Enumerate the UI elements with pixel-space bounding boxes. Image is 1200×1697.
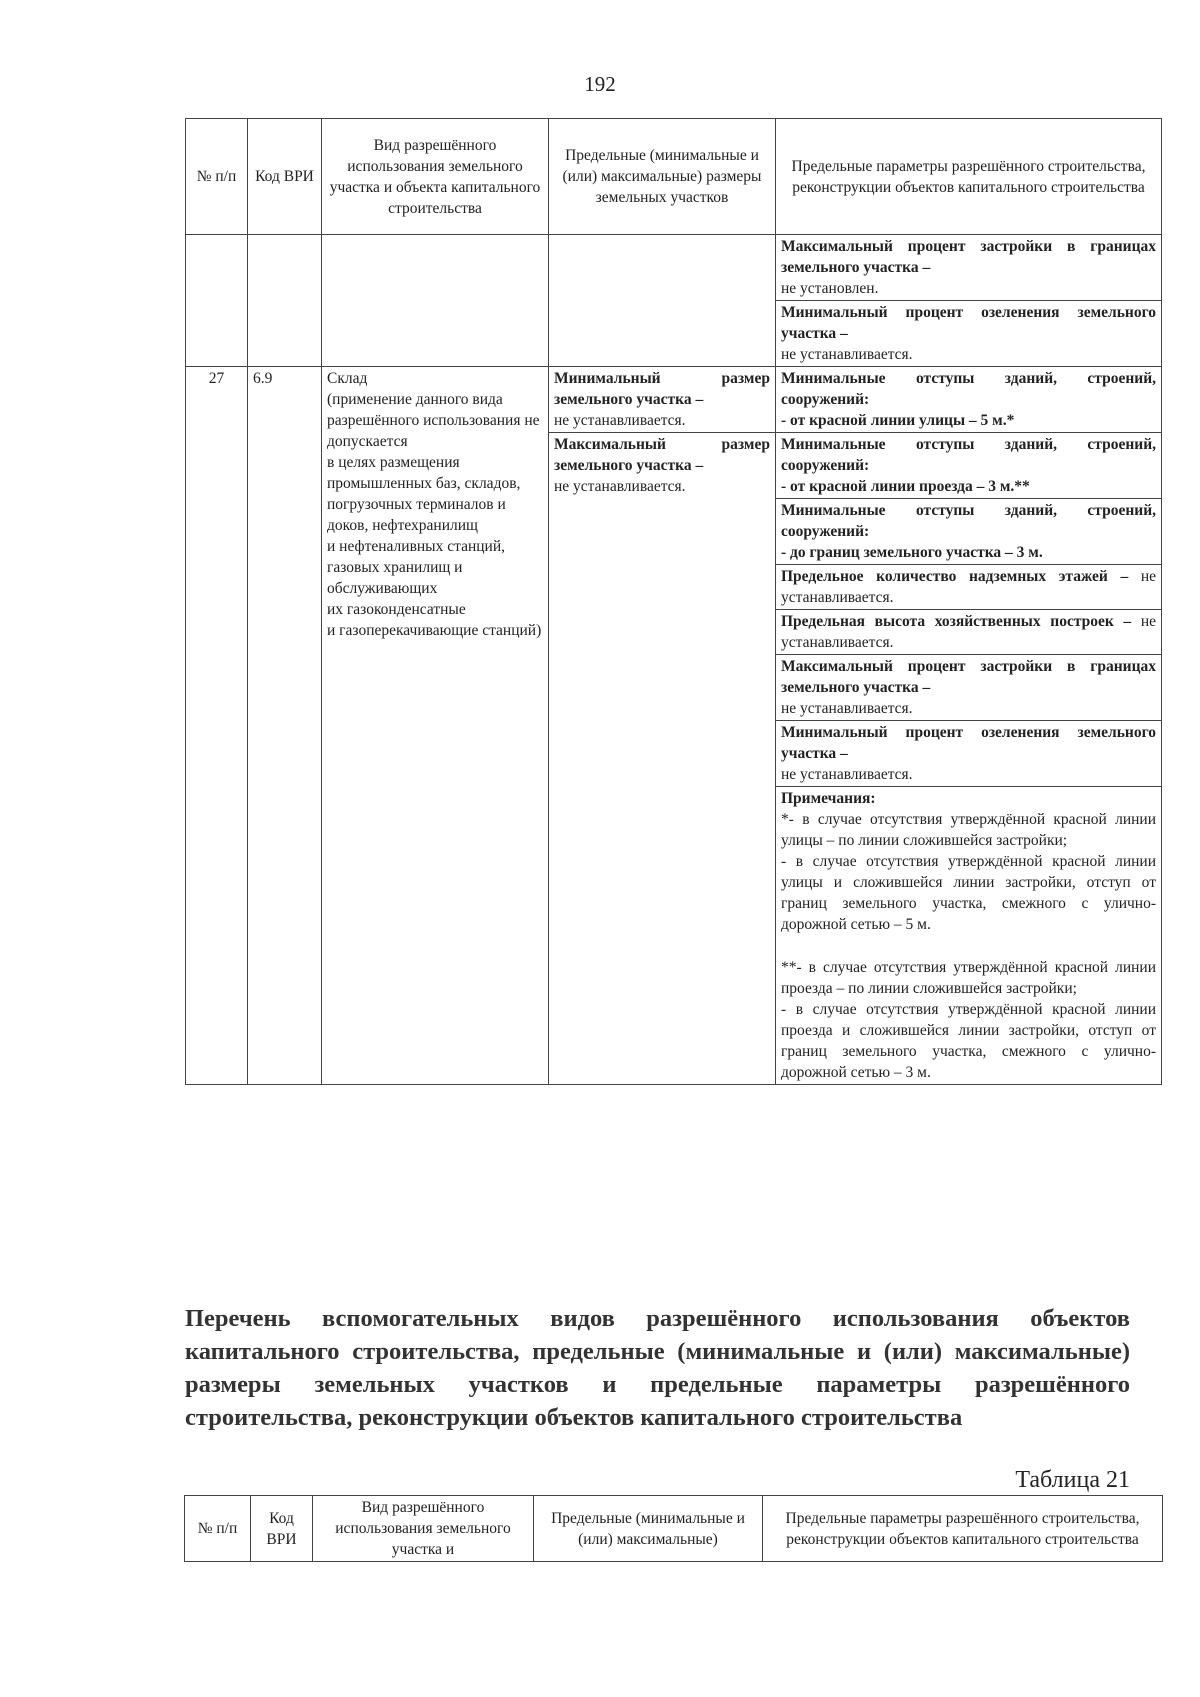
header-code: Код ВРИ <box>251 1496 313 1562</box>
param-cell <box>776 235 1162 301</box>
param-cell <box>776 610 1162 655</box>
param-label: Минимальные отступы зданий, строений, сооружений: <box>781 502 1156 540</box>
section-heading: Перечень вспомогательных видов разрешённого использования объектов капитального строительства, предельные (минимальные и (или) максимальные) размеры земельных участков и предельные параметры разрешённого строительства, реконструкции объектов капитального строительства <box>185 1305 1130 1431</box>
row-use-description: Склад (применение данного вида разрешённого использования не допускается в целях размещения промышленных баз, складов, погрузочных терминалов и доков, нефтехранилищ и нефтеналивных станций, газовых хранилищ и обслуживающих их газоконденсатные и газоперекачивающие станций) <box>322 367 549 1085</box>
param-value: не устанавливается. <box>781 346 913 363</box>
header-num: № п/п <box>185 1496 251 1562</box>
note-text: - в случае отсутствия утверждённой красной линии проезда и сложившейся линии застройки, отступ от границ земельного участка, смежного с улично-дорожной сетью – 3 м. <box>781 1001 1156 1081</box>
param-label: Максимальный процент застройки в границах земельного участка – <box>781 658 1156 696</box>
auxiliary-use-table <box>184 1495 1163 1562</box>
cell-empty <box>549 235 776 367</box>
header-build-params: Предельные параметры разрешённого строительства, реконструкции объектов капитального строительства <box>763 1496 1163 1562</box>
param-value: - от красной линии проезда – 3 м.** <box>781 478 1030 495</box>
header-build-params: Предельные параметры разрешённого строительства, реконструкции объектов капитального строительства <box>776 119 1162 235</box>
cell-empty <box>322 235 549 367</box>
param-value: не устанавливается. <box>781 766 913 783</box>
spacer <box>781 935 1156 957</box>
param-label: Предельное количество надземных этажей – <box>781 568 1129 585</box>
row-code: 6.9 <box>248 367 322 1085</box>
notes-title: Примечания: <box>781 790 876 807</box>
param-value: не устанавливается. <box>781 568 1157 606</box>
header-plot-size: Предельные (минимальные и (или) максимальные) размеры земельных участков <box>549 119 776 235</box>
param-label: Минимальные отступы зданий, строений, сооружений: <box>781 370 1156 408</box>
cell-empty <box>248 235 322 367</box>
param-value: не установлен. <box>781 280 879 297</box>
header-plot-size: Предельные (минимальные и (или) максимальные) <box>534 1496 763 1562</box>
param-value: не устанавливается. <box>554 412 686 429</box>
header-use: Вид разрешённого использования земельного участка и <box>313 1496 534 1562</box>
table-header-row <box>186 119 1162 235</box>
param-label: Максимальный размер земельного участка – <box>554 436 770 474</box>
row-number: 27 <box>186 367 248 1085</box>
plot-size-max <box>549 433 776 1085</box>
param-cell <box>776 433 1162 499</box>
param-cell <box>776 565 1162 610</box>
page-number: 192 <box>584 72 616 96</box>
notes-cell <box>776 787 1162 1085</box>
param-label: Предельная высота хозяйственных построек – <box>781 613 1132 630</box>
plot-size-min <box>549 367 776 433</box>
header-code: Код ВРИ <box>248 119 322 235</box>
param-label: Минимальный размер земельного участка – <box>554 370 770 408</box>
param-value: не устанавливается. <box>554 478 686 495</box>
param-cell <box>776 499 1162 565</box>
param-value: не устанавливается. <box>781 700 913 717</box>
param-cell <box>776 655 1162 721</box>
note-text: - в случае отсутствия утверждённой красной линии улицы и сложившейся линии застройки, отступ от границ земельного участка, смежного с улично-дорожной сетью – 5 м. <box>781 853 1156 933</box>
param-value: не устанавливается. <box>781 613 1156 651</box>
table-label: Таблица 21 <box>1015 1467 1130 1493</box>
param-label: Минимальный процент озеленения земельного участка – <box>781 304 1156 342</box>
table-row <box>186 367 1162 433</box>
header-num: № п/п <box>186 119 248 235</box>
table-header-row <box>185 1496 1163 1562</box>
param-value: - до границ земельного участка – 3 м. <box>781 544 1043 561</box>
note-text: *- в случае отсутствия утверждённой красной линии улицы – по линии сложившейся застройки; <box>781 811 1156 849</box>
param-value: - от красной линии улицы – 5 м.* <box>781 412 1015 429</box>
param-cell <box>776 367 1162 433</box>
param-cell <box>776 721 1162 787</box>
cell-empty <box>186 235 248 367</box>
table-row <box>186 235 1162 301</box>
permitted-use-table <box>185 118 1162 1085</box>
note-text: **- в случае отсутствия утверждённой красной линии проезда – по линии сложившейся застройки; <box>781 959 1156 997</box>
param-label: Минимальные отступы зданий, строений, сооружений: <box>781 436 1156 474</box>
param-cell <box>776 301 1162 367</box>
param-label: Минимальный процент озеленения земельного участка – <box>781 724 1156 762</box>
header-use: Вид разрешённого использования земельного участка и объекта капитального строительства <box>322 119 549 235</box>
param-label: Максимальный процент застройки в границах земельного участка – <box>781 238 1156 276</box>
